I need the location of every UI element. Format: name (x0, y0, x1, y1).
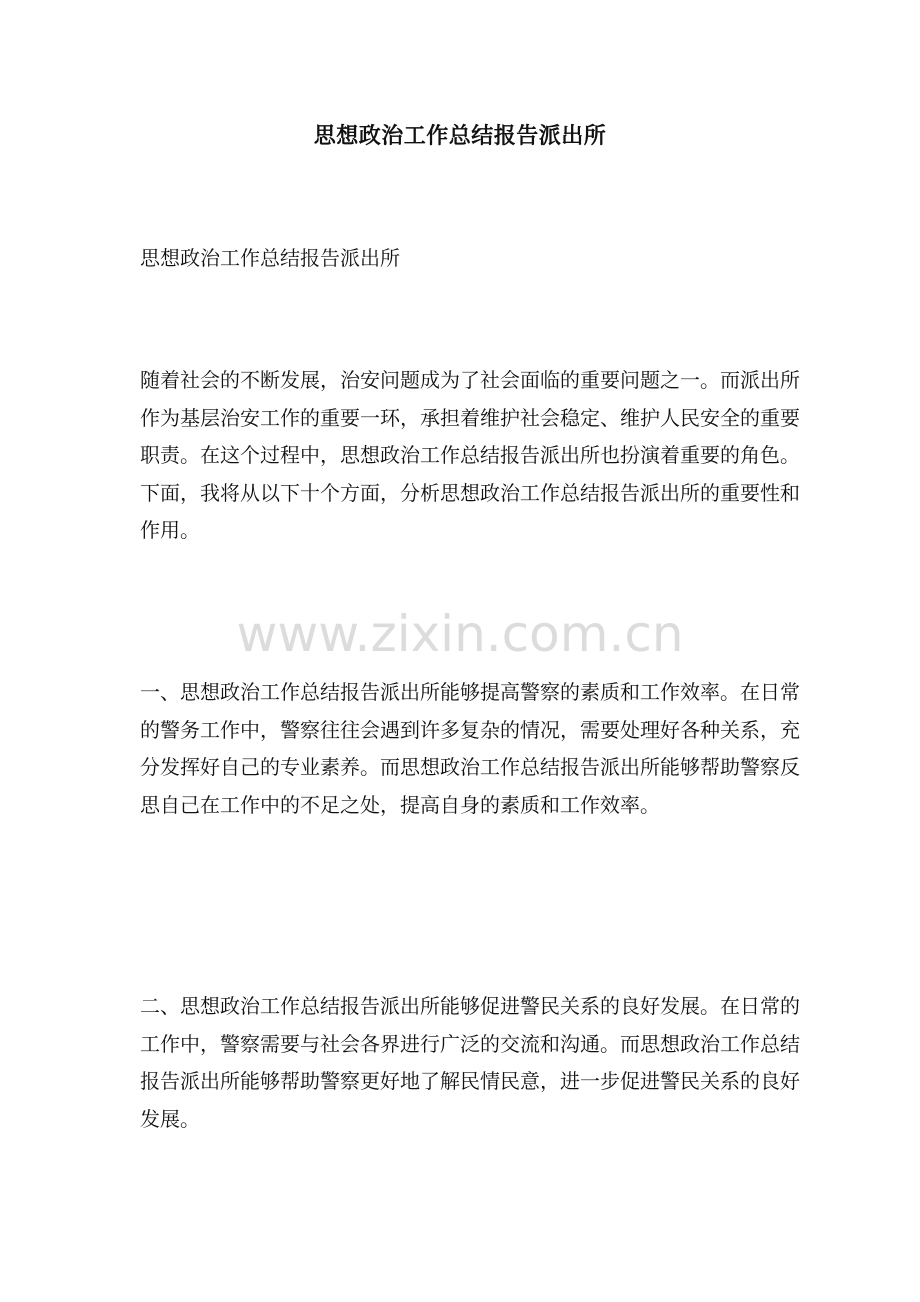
paragraph-intro: 随着社会的不断发展，治安问题成为了社会面临的重要问题之一。而派出所作为基层治安工作的重要一环，承担着维护社会稳定、维护人民安全的重要职责。在这个过程中，思想政治工作总结报告派出所也扮演着重要的角色。下面，我将从以下十个方面，分析思想政治工作总结报告派出所的重要性和作用。 (140, 368, 800, 542)
paragraph-section-2: 二、思想政治工作总结报告派出所能够促进警民关系的良好发展。在日常的工作中，警察需要与社会各界进行广泛的交流和沟通。而思想政治工作总结报告派出所能够帮助警察更好地了解民情民意，进一步促进警民关系的良好发展。 (140, 994, 800, 1131)
document-title: 思想政治工作总结报告派出所 (313, 123, 607, 149)
paragraph-section-1: 一、思想政治工作总结报告派出所能够提高警察的素质和工作效率。在日常的警务工作中，警察往往会遇到许多复杂的情况，需要处理好各种关系，充分发挥好自己的专业素养。而思想政治工作总结报告派出所能够帮助警察反思自己在工作中的不足之处，提高自身的素质和工作效率。 (140, 680, 800, 817)
document-subtitle: 思想政治工作总结报告派出所 (140, 246, 400, 270)
watermark-text: www.zixin.com.cn (236, 605, 684, 663)
